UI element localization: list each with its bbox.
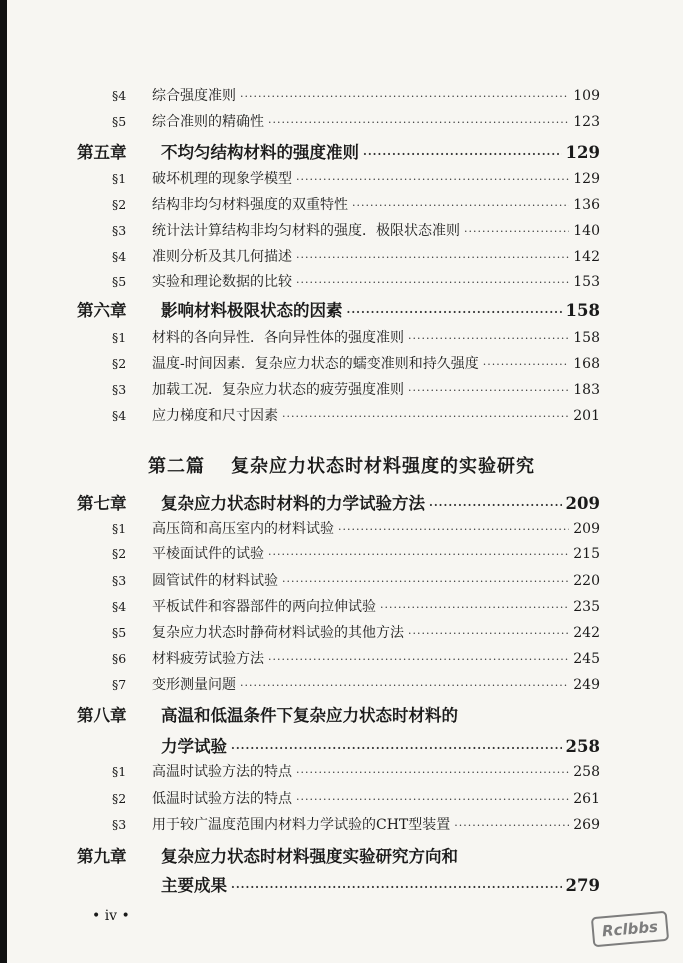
section-number: §1 [112, 521, 127, 536]
chapter-title: 复杂应力状态时材料强度实验研究方向和 [161, 847, 458, 866]
section-number: §4 [112, 249, 127, 264]
page-number: 209 [573, 521, 600, 537]
chapter-number: 第七章 [77, 494, 127, 513]
page-number: 261 [573, 791, 600, 807]
section-number: §3 [112, 817, 127, 832]
dot-leader [240, 86, 569, 108]
section-title: 应力梯度和尺寸因素 [152, 408, 278, 424]
page-number: 242 [573, 625, 600, 641]
page-number: 123 [573, 114, 600, 130]
chapter-title: 影响材料极限状态的因素 [161, 301, 343, 320]
section-number: §4 [112, 408, 127, 423]
toc-section-row [112, 518, 600, 540]
dot-leader [268, 544, 569, 566]
page-number: 109 [573, 88, 600, 104]
section-title: 圆管试件的材料试验 [152, 573, 278, 589]
chapter-title: 高温和低温条件下复杂应力状态时材料的 [161, 706, 458, 725]
toc-section-row [112, 111, 600, 133]
dot-leader [231, 875, 562, 901]
dot-leader [296, 762, 569, 784]
toc-section-row [112, 570, 600, 592]
dot-leader [296, 247, 569, 269]
dot-leader [408, 328, 569, 350]
watermark-stamp: Rclbbs [591, 911, 669, 948]
section-number: §7 [112, 677, 127, 692]
section-title: 变形测量问题 [152, 677, 236, 693]
toc-chapter-row [77, 491, 600, 517]
page-number: 279 [565, 876, 600, 895]
toc-section-row [112, 596, 600, 618]
section-title: 综合强度准则 [152, 88, 236, 104]
toc-section-row [112, 543, 600, 565]
dot-leader [296, 272, 569, 294]
section-number: §5 [112, 274, 127, 289]
chapter-number: 第六章 [77, 301, 127, 320]
section-title: 高压筒和高压室内的材料试验 [152, 521, 334, 537]
section-title: 实验和理论数据的比较 [152, 274, 292, 290]
chapter-number: 第九章 [77, 847, 127, 866]
page-number: 249 [573, 677, 600, 693]
section-title: 平板试件和容器部件的两向拉伸试验 [152, 599, 376, 615]
section-number: §2 [112, 197, 127, 212]
page-number: 136 [573, 197, 600, 213]
chapter-title: 复杂应力状态时材料的力学试验方法 [161, 494, 425, 513]
dot-leader [338, 519, 569, 541]
section-title: 高温时试验方法的特点 [152, 764, 292, 780]
section-title: 低温时试验方法的特点 [152, 791, 292, 807]
section-number: §1 [112, 330, 127, 345]
dot-leader [231, 736, 562, 762]
dot-leader [483, 354, 570, 376]
page-number: 258 [573, 764, 600, 780]
page-number: 183 [573, 382, 600, 398]
dot-leader [268, 112, 569, 134]
part-number: 第二篇 [148, 456, 205, 477]
toc-chapter-row [77, 703, 600, 729]
page-number: 168 [573, 356, 600, 372]
section-number: §2 [112, 546, 127, 561]
section-number: §4 [112, 599, 127, 614]
toc-chapter-row [77, 844, 600, 870]
dot-leader [408, 623, 569, 645]
toc-section-row [112, 194, 600, 216]
toc-section-row [112, 353, 600, 375]
page-number: 158 [565, 301, 600, 320]
page-number: 209 [565, 494, 600, 513]
toc-section-row [112, 271, 600, 293]
chapter-number: 第八章 [77, 706, 127, 725]
section-number: §2 [112, 356, 127, 371]
dot-leader [240, 675, 569, 697]
page-number: 235 [573, 599, 600, 615]
toc-section-row [112, 327, 600, 349]
page-number: 142 [573, 249, 600, 265]
toc-section-row [112, 379, 600, 401]
section-number: §6 [112, 651, 127, 666]
toc-section-row [112, 788, 600, 810]
section-number: §5 [112, 625, 127, 640]
dot-leader [296, 169, 569, 191]
section-title: 平棱面试件的试验 [152, 546, 264, 562]
dot-leader [429, 493, 562, 519]
section-number: §3 [112, 382, 127, 397]
dot-leader [352, 195, 569, 217]
part-title: 复杂应力状态时材料强度的实验研究 [231, 456, 535, 477]
page-number: 215 [573, 546, 600, 562]
page-number: 201 [573, 408, 600, 424]
toc-section-row [112, 814, 600, 836]
page-number: 158 [573, 330, 600, 346]
toc-section-row [112, 405, 600, 427]
toc-section-row [112, 761, 600, 783]
toc-section-row [112, 168, 600, 190]
page-number: 153 [573, 274, 600, 290]
chapter-number: 第五章 [77, 143, 127, 162]
toc-continuation-row [161, 873, 600, 899]
section-title: 材料疲劳试验方法 [152, 651, 264, 667]
dot-leader [363, 142, 562, 168]
section-number: §5 [112, 114, 127, 129]
chapter-title: 力学试验 [161, 737, 227, 756]
section-title: 用于较广温度范围内材料力学试验的CHT型装置 [152, 817, 451, 833]
section-number: §3 [112, 573, 127, 588]
dot-leader [380, 597, 569, 619]
dot-leader [282, 571, 569, 593]
page-number: 140 [573, 223, 600, 239]
chapter-title: 主要成果 [161, 876, 227, 895]
section-number: §1 [112, 764, 127, 779]
page-folio: • iv • [92, 908, 130, 924]
section-title: 综合准则的精确性 [152, 114, 264, 130]
page-number: 269 [573, 817, 600, 833]
section-title: 加载工况．复杂应力状态的疲劳强度准则 [152, 382, 404, 398]
toc-section-row [112, 246, 600, 268]
dot-leader [282, 406, 569, 428]
part-heading [0, 452, 683, 478]
dot-leader [296, 789, 569, 811]
toc-section-row [112, 220, 600, 242]
section-number: §2 [112, 791, 127, 806]
section-number: §4 [112, 88, 127, 103]
section-title: 准则分析及其几何描述 [152, 249, 292, 265]
dot-leader [408, 380, 569, 402]
dot-leader [454, 815, 569, 837]
page-number: 245 [573, 651, 600, 667]
section-title: 温度-时间因素．复杂应力状态的蠕变准则和持久强度 [152, 356, 479, 372]
section-title: 结构非均匀材料强度的双重特性 [152, 197, 348, 213]
toc-section-row [112, 674, 600, 696]
chapter-title: 不均匀结构材料的强度准则 [161, 143, 359, 162]
section-title: 材料的各向异性．各向异性体的强度准则 [152, 330, 404, 346]
dot-leader [464, 221, 569, 243]
page-number: 220 [573, 573, 600, 589]
section-number: §3 [112, 223, 127, 238]
page-number: 129 [573, 171, 600, 187]
dot-leader [268, 649, 569, 671]
dot-leader [347, 300, 562, 326]
toc-section-row [112, 85, 600, 107]
section-title: 破坏机理的现象学模型 [152, 171, 292, 187]
page-number: 129 [565, 143, 600, 162]
section-title: 复杂应力状态时静荷材料试验的其他方法 [152, 625, 404, 641]
section-number: §1 [112, 171, 127, 186]
toc-section-row [112, 648, 600, 670]
toc-chapter-row [77, 298, 600, 324]
toc-continuation-row [161, 734, 600, 760]
section-title: 统计法计算结构非均匀材料的强度．极限状态准则 [152, 223, 460, 239]
toc-section-row [112, 622, 600, 644]
toc-chapter-row [77, 140, 600, 166]
page-number: 258 [565, 737, 600, 756]
